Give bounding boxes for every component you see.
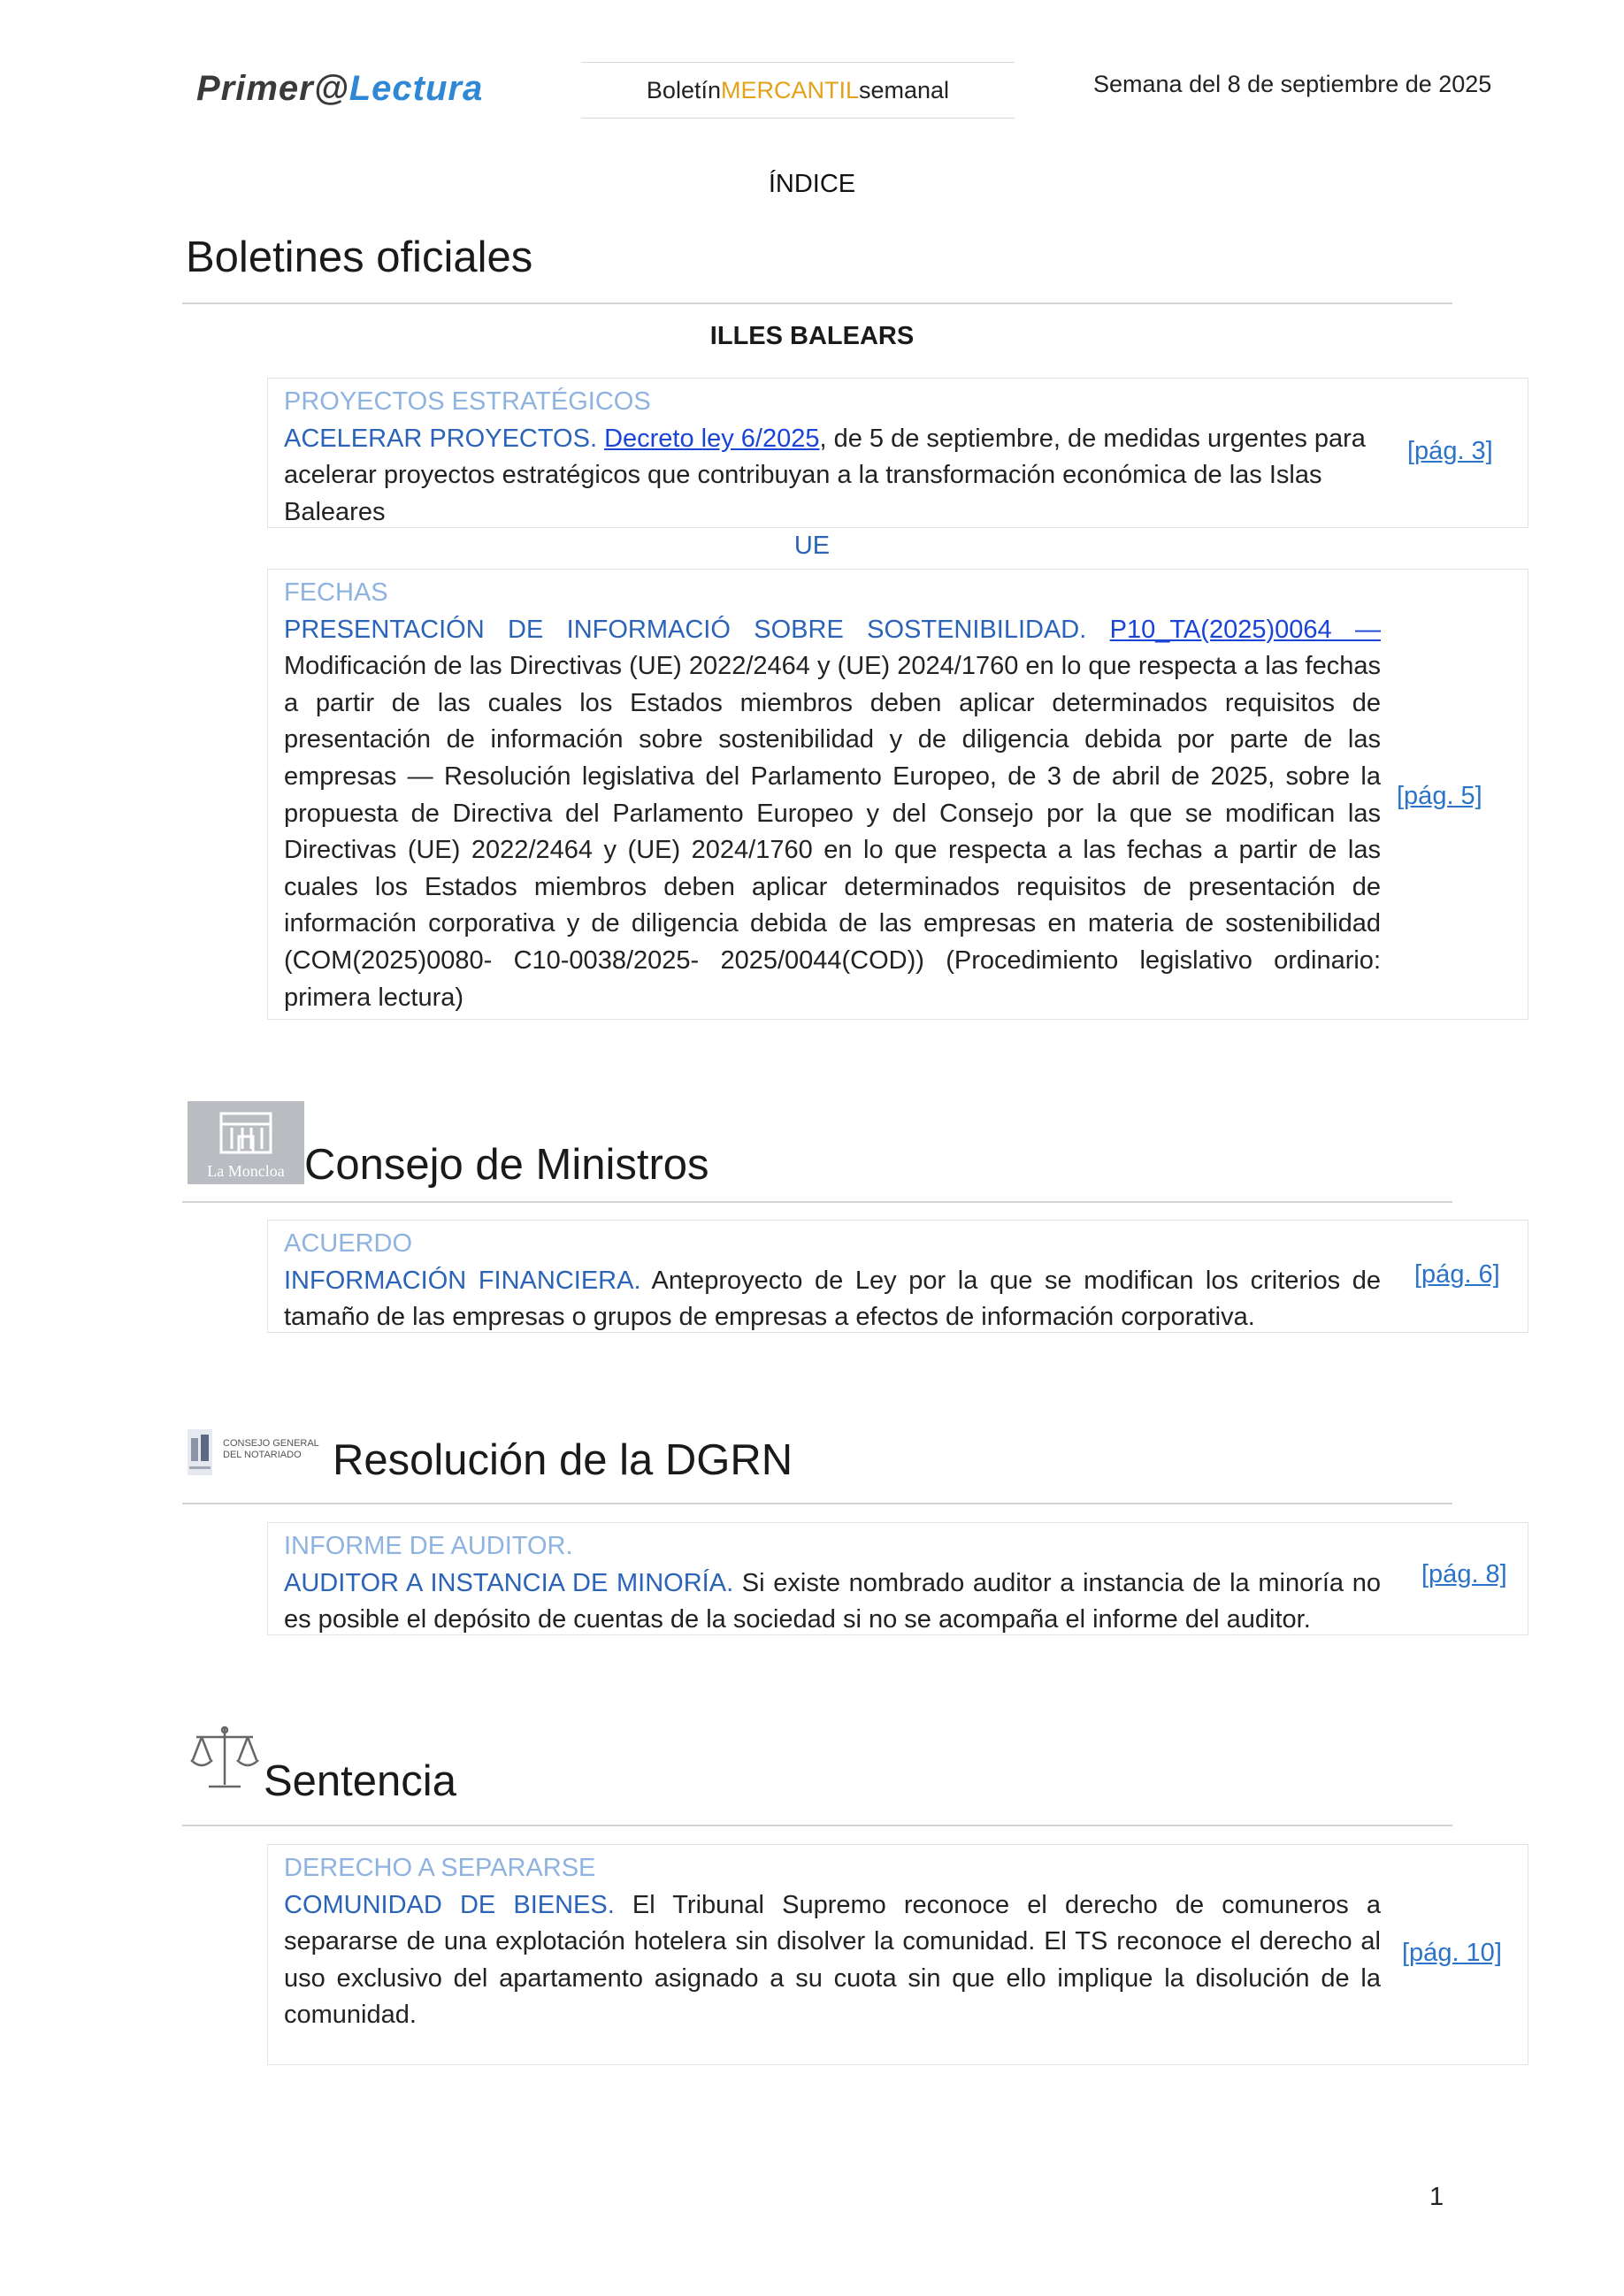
notariado-emblem-icon bbox=[186, 1426, 221, 1479]
notariado-logo bbox=[186, 1426, 319, 1483]
section-divider bbox=[182, 1503, 1452, 1504]
p10-ta-link[interactable]: P10_TA(2025)0064 — bbox=[1109, 615, 1381, 644]
index-entry-auditor bbox=[267, 1522, 1528, 1635]
week-label: Semana del 8 de septiembre de 2025 bbox=[1093, 71, 1492, 97]
section-title-sentencia: Sentencia bbox=[264, 1757, 456, 1805]
entry-text bbox=[284, 384, 1381, 531]
section-divider bbox=[182, 1201, 1452, 1203]
index-title: ÍNDICE bbox=[768, 170, 856, 198]
logo-part1: Primer@ bbox=[196, 69, 349, 108]
page-number: 1 bbox=[1429, 2183, 1444, 2211]
page-link-3[interactable]: [pág. 3] bbox=[1407, 437, 1493, 465]
section-title-consejo: Consejo de Ministros bbox=[304, 1141, 709, 1189]
entry-category: INFORME DE AUDITOR. bbox=[284, 1532, 573, 1560]
bulletin-title bbox=[581, 62, 1015, 119]
entry-text bbox=[284, 575, 1381, 1016]
entry-lead: PRESENTACIÓN DE INFORMACIÓ SOBRE SOSTENIBILIDAD. bbox=[284, 615, 1110, 644]
entry-lead: AUDITOR A INSTANCIA DE MINORÍA. bbox=[284, 1568, 742, 1597]
entry-lead: ACELERAR PROYECTOS. bbox=[284, 424, 605, 453]
section-divider bbox=[182, 1825, 1452, 1826]
entry-body: Anteproyecto de Ley por la que se modifican los criterios de tamaño de las empresas o grupos de empresas a efectos de información corporativa. bbox=[284, 1266, 1381, 1332]
section-title-dgrn: Resolución de la DGRN bbox=[333, 1436, 793, 1484]
entry-text bbox=[284, 1528, 1381, 1639]
region-heading-ue: UE bbox=[793, 532, 831, 560]
bulletin-pre: Boletín bbox=[646, 76, 721, 103]
entry-body: Si existe nombrado auditor a instancia de la minoría no es posible el depósito de cuentas de la sociedad si no se acompaña el informe del auditor. bbox=[284, 1568, 1381, 1634]
page-link-10[interactable]: [pág. 10] bbox=[1402, 1939, 1502, 1967]
entry-category: FECHAS bbox=[284, 578, 388, 607]
entry-body: Modificación de las Directivas (UE) 2022/2464 y (UE) 2024/1760 en lo que respecta a las fechas a partir de las cuales los Estados miembros deben aplicar determinados requisitos de presentación de información sobre sostenibilidad y de diligencia debida por parte de las empresas — Resolución legislativa del Parlamento Europeo, de 3 de abril de 2025, sobre la propuesta de Directiva del Parlamento Europeo y del Consejo por la que se modifican las Directivas (UE) 2022/2464 y (UE) 2024/1760 en lo que respecta a las fechas a partir de las cuales los Estados miembros deben aplicar determinados requisitos de presentación de información corporativa y de diligencia debida de las empresas en materia de sostenibilidad (COM(2025)0080- C10-0038/2025- 2025/0044(COD)) (Procedimiento legislativo ordinario: primera lectura) bbox=[284, 652, 1381, 1012]
bulletin-post: semanal bbox=[859, 76, 950, 103]
entry-text bbox=[284, 1850, 1381, 2034]
bulletin-accent: MERCANTIL bbox=[720, 76, 859, 103]
moncloa-label: La Moncloa bbox=[207, 1162, 285, 1180]
entry-body: El Tribunal Supremo reconoce el derecho de comuneros a separarse de una explotación hotelera sin disolver la comunidad. El TS reconoce el derecho al uso exclusivo del apartamento asignado a su cuota sin que ello implique la disolución de la comunidad. bbox=[284, 1890, 1381, 2030]
entry-lead: COMUNIDAD DE BIENES. bbox=[284, 1890, 632, 1919]
section-divider bbox=[182, 302, 1452, 304]
entry-category: PROYECTOS ESTRATÉGICOS bbox=[284, 387, 651, 416]
section-title-boletines: Boletines oficiales bbox=[186, 233, 533, 281]
decreto-ley-link[interactable]: Decreto ley 6/2025 bbox=[604, 424, 820, 453]
entry-text bbox=[284, 1226, 1381, 1336]
index-entry-informacion-financiera bbox=[267, 1220, 1528, 1333]
entry-category: ACUERDO bbox=[284, 1229, 413, 1258]
page-link-5[interactable]: [pág. 5] bbox=[1397, 782, 1482, 810]
index-entry-acelerar-proyectos bbox=[267, 378, 1528, 528]
page-link-8[interactable]: [pág. 8] bbox=[1421, 1560, 1507, 1588]
entry-body: , de 5 de septiembre, de medidas urgentes para acelerar proyectos estratégicos que contribuyan a la transformación económica de las Islas Baleares bbox=[284, 424, 1366, 526]
logo-part2: Lectura bbox=[349, 69, 484, 108]
notariado-name: CONSEJO GENERAL DEL NOTARIADO bbox=[223, 1438, 319, 1460]
region-heading-illes-balears: ILLES BALEARS bbox=[709, 322, 915, 350]
entry-category: DERECHO A SEPARARSE bbox=[284, 1854, 596, 1882]
page-link-6[interactable]: [pág. 6] bbox=[1414, 1260, 1500, 1289]
brand-logo bbox=[196, 69, 483, 109]
moncloa-logo bbox=[188, 1101, 304, 1184]
scales-of-justice-icon bbox=[189, 1725, 260, 1796]
entry-lead: INFORMACIÓN FINANCIERA. bbox=[284, 1266, 652, 1295]
index-entry-comunidad-bienes bbox=[267, 1844, 1528, 2065]
index-entry-sostenibilidad bbox=[267, 569, 1528, 1020]
